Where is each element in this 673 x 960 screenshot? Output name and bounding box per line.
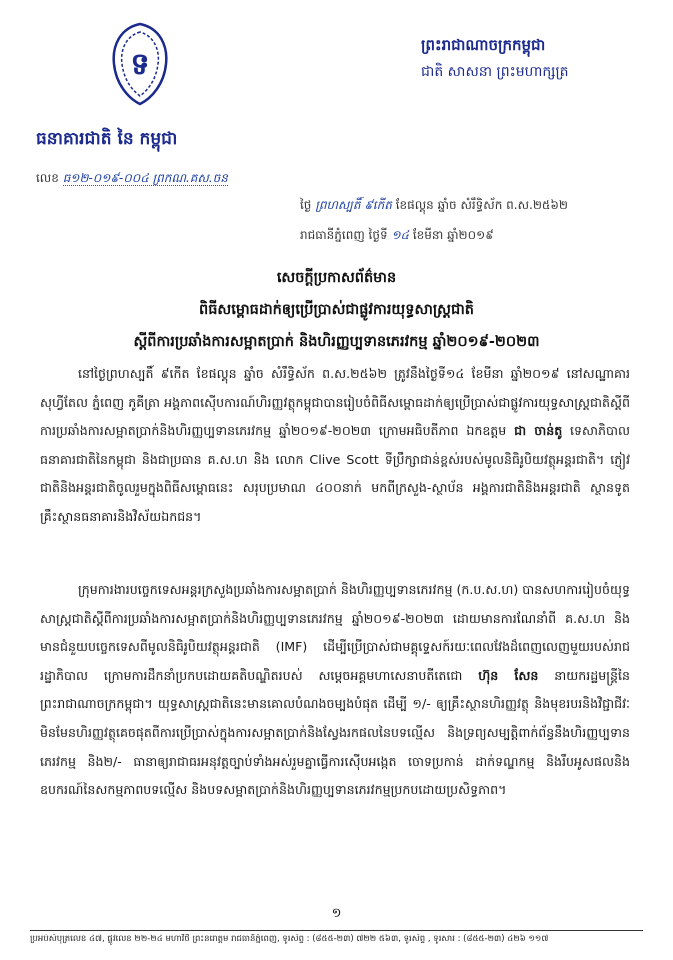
date-day: ១៤: [391, 228, 410, 242]
title-line-3: ស្តីពីការប្រឆាំងការសម្អាតប្រាក់ និងហិរញ្ញប្បទានភេរវកម្ម ឆ្នាំ២០១៩-២០២៣: [133, 334, 540, 350]
bank-name: ធនាគារជាតិ នៃ កម្ពុជា: [36, 129, 178, 149]
reference-prefix: លេខ: [36, 171, 59, 185]
solar-date: [300, 220, 568, 250]
paragraph-1-text-b: ទេសាភិបាលធនាគារជាតិនៃកម្ពុជា និងជាប្រធាន គ.ស.ហ និង លោក Clive Scott ទីប្រឹក្សាជាន់ខ្ពស់របស់មូលនិធិរូបិយវត្ថុអន្តរជាតិ។ ភ្ញៀវជាតិនិងអន្តរជាតិចូលរួមក្នុងពិធីសម្ពោធនេះ សរុបប្រមាណ ៤០០នាក់ មកពីក្រសួង-ស្ថាប័ន អង្គការជាតិនិងអន្តរជាតិ ស្ថានទូត គ្រឹះស្ថានធនាគារនិងវិស័យឯកជន។: [40, 423, 630, 524]
kingdom-name: ព្រះរាជាណាចក្រកម្ពុជា: [421, 36, 546, 54]
svg-text:ទ: ទ: [130, 47, 150, 82]
title-line-1: សេចក្តីប្រកាសព័ត៌មាន: [276, 270, 397, 286]
page-number: ១: [331, 906, 342, 921]
reference-number: [36, 170, 228, 188]
kingdom-motto: [421, 36, 631, 83]
lunar-date-prefix: ថ្ងៃ: [300, 198, 312, 212]
title-line-2: ពិធីសម្ពោធដាក់ឲ្យប្រើប្រាស់ជាផ្លូវការយុទ្ធសាស្ត្រជាតិ: [199, 302, 474, 318]
paragraph-2-text-a: ក្រុមការងារបច្ចេកទេសអន្តរក្រសួងប្រឆាំងការសម្អាតប្រាក់ និងហិរញ្ញប្បទានភេរវកម្ម (ក.ប.ស.ហ) បានសហការរៀបចំយុទ្ធសាស្ត្រជាតិស្តីពីការប្រឆាំងការសម្អាតប្រាក់និងហិរញ្ញប្បទានភេរវកម្ម ឆ្នាំ២០១៩-២០២៣ ដោយមានការណែនាំពី គ.ស.ហ និងមានជំនួយបច្ចេកទេសពីមូលនិធិរូបិយវត្ថុអន្តរជាតិ (IMF) ដើម្បីប្រើប្រាស់ជាមគ្គុទ្ទេសក៍រយៈពេលវែងដ៏ពេញលេញមួយរបស់រាជរដ្ឋាភិបាល ក្រោមការដឹកនាំប្រកបដោយគតិបណ្ឌិតរបស់ សម្តេចអគ្គមហាសេនាបតីតេជោ: [40, 582, 630, 683]
date-place: រាជធានីភ្នំពេញ ថ្ងៃទី: [300, 228, 388, 242]
prime-minister-name: ហ៊ុន សែន: [478, 667, 539, 683]
reference-value: ធ១២-០១៩-០០៤ ព្រកណ.គស.ចន: [62, 171, 228, 185]
paragraph-2-text-b: នាយករដ្ឋមន្ត្រីនៃព្រះរាជាណាចក្រកម្ពុជា។ យុទ្ធសាស្ត្រជាតិនេះមានគោលបំណងចម្បងបំផុត ដើម្បី ១/- ឲ្យគ្រឹះស្ថានហិរញ្ញវត្ថុ និងមុខរបរនិងវិជ្ជាជីវៈមិនមែនហិរញ្ញវត្ថុគេចផុតពីការប្រើប្រាស់ក្នុងការសម្អាតប្រាក់និងស្វែងរកផលនៃបទល្មើស និងទ្រព្យសម្បត្តិពាក់ព័ន្ធនឹងហិរញ្ញប្បទានភេរវកម្ម និង២/- ធានាឲ្យរាជាធរអនុវត្តច្បាប់ទាំងអស់រួមគ្នាធ្វើការស៊ើបអង្កេត ចោទប្រកាន់ ដាក់ទណ្ឌកម្ម និងរឹបអូសផលនិងឧបករណ៍នៃសកម្មភាពបទល្មើស និងបទសម្អាតប្រាក់និងហិរញ្ញប្បទានភេរវកម្មប្រកបដោយប្រសិទ្ធភាព។: [40, 667, 630, 798]
paragraph-1-text-a: នៅថ្ងៃព្រហស្បតិ៍ ៩កើត ខែផល្គុន ឆ្នាំច សំរឹទ្ធិស័ក ព.ស.២៥៦២ ត្រូវនឹងថ្ងៃទី១៤ ខែមីនា ឆ្នាំ២០១៩ នៅសណ្ឋាគារ សុហ្វីតែល ភ្នំពេញ ភូគីត្រា អង្គភាពស៊ើបការណ៍ហិរញ្ញវត្ថុកម្ពុជាបានរៀបចំពិធីសម្ពោធដាក់ឲ្យប្រើប្រាស់ជាផ្លូវការយុទ្ធសាស្ត្រជាតិស្តីពីការប្រឆាំងការសម្អាតប្រាក់និងហិរញ្ញប្បទានភេរវកម្ម ឆ្នាំ២០១៩-២០២៣ ក្រោមអធិបតីភាព ឯកឧត្តម: [40, 366, 630, 439]
date-rest: ខែមីនា ឆ្នាំ២០១៩: [412, 228, 494, 242]
lunar-date-value: ព្រហស្បតិ៍ ៩កើត: [315, 198, 392, 212]
paragraph-1: [40, 360, 630, 532]
lunar-date-rest: ខែផល្គុន ឆ្នាំច សំរឹទ្ធិស័ក ព.ស.២៥៦២: [395, 198, 568, 212]
date-block: [300, 190, 568, 250]
footer-address: ប្រអប់សំបុត្រលេខ ៤៧, ផ្លូវលេខ ២២-២៤ មហាវិថី ព្រះនរោត្តម រាជធានីភ្នំពេញ, ទូរស័ព្ទ : (៨៥៥-២៣) ៧២២ ៥៦៣, ទូរស័ព្ទ , ទូរសារ : (៨៥៥-២៣) ៤២៦ ១១៧: [30, 934, 549, 944]
national-motto: ជាតិ សាសនា ព្រះមហាក្សត្រ: [421, 64, 569, 80]
governor-name: ជា ចាន់តូ: [514, 423, 563, 439]
press-release-title: [20, 262, 653, 358]
footer-divider: [30, 930, 643, 931]
lunar-date: [300, 190, 568, 220]
bank-seal-logo: [104, 18, 176, 108]
paragraph-2: [40, 576, 630, 805]
